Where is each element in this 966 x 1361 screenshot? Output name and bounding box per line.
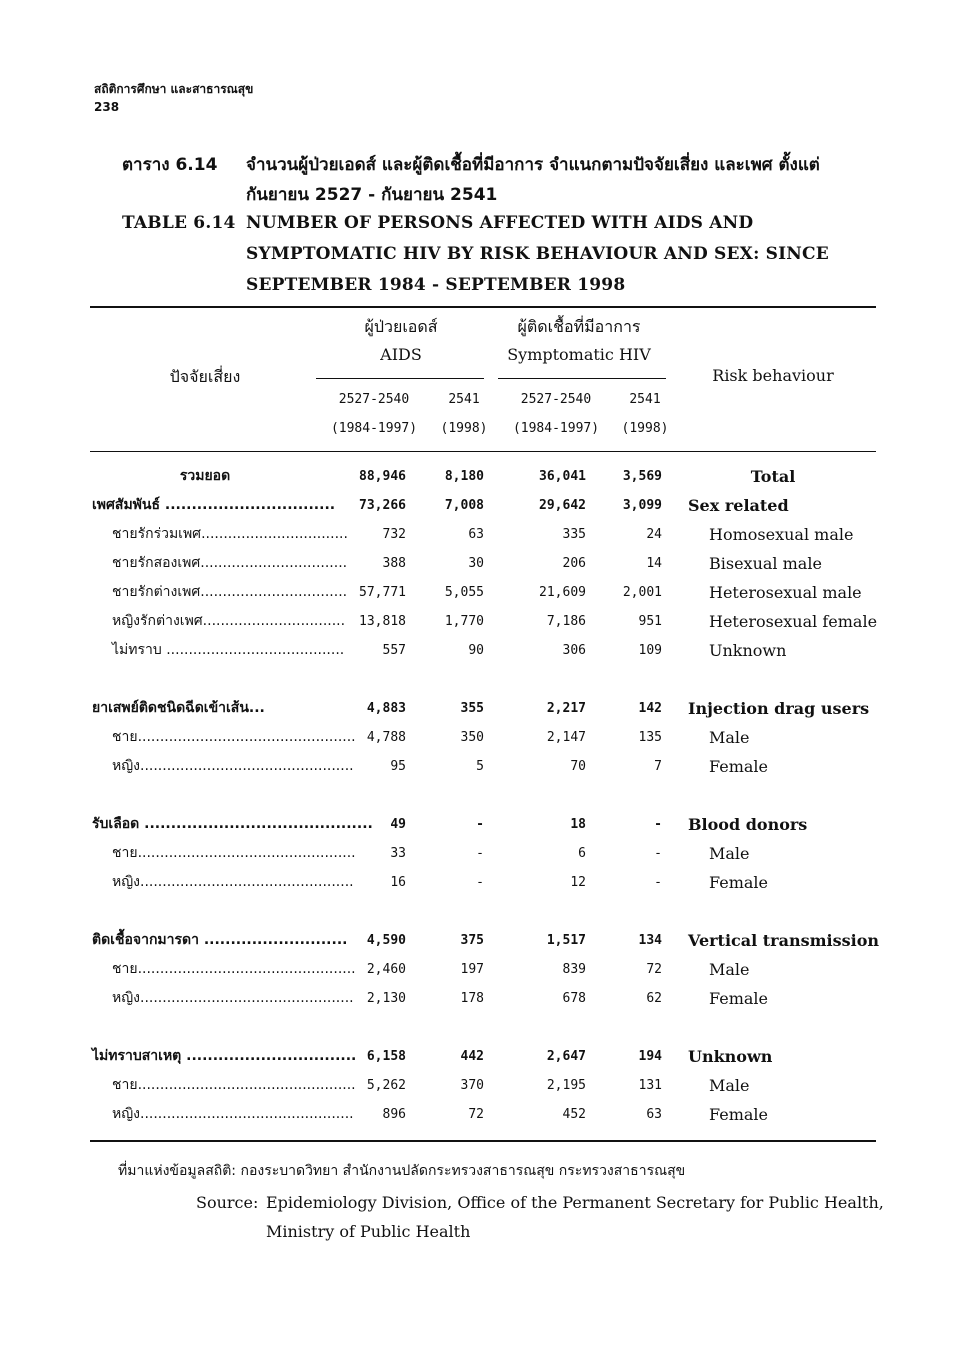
risk-english-cell: Total: [750, 467, 796, 486]
table-row: [0, 578, 966, 607]
table-row: [0, 984, 966, 1013]
hiv-period-ce-header: (1984-1997): [512, 421, 600, 436]
risk-english-cell: Sex related: [688, 496, 789, 515]
table-row: [0, 636, 966, 665]
table-title-thai-text: จำนวนผู้ป่วยเอดส์ และผู้ติดเชื้อที่มีอาการ จำแนกตามปัจจัยเสี่ยง และเพศ ตั้งแต่ กันยายน 2527 - กันยายน 2541: [246, 155, 820, 205]
table-top-rule: [90, 306, 876, 308]
table-title-english-text: NUMBER OF PERSONS AFFECTED WITH AIDS AND SYMPTOMATIC HIV BY RISK BEHAVIOUR AND SEX: SINCE SEPTEMBER 1984 - SEPTEMBER 1998: [246, 213, 829, 295]
source-thai: ที่มาแห่งข้อมูลสถิติ: กองระบาดวิทยา สำนักงานปลัดกระทรวงสาธารณสุข กระทรวงสาธารณสุข: [118, 1163, 686, 1179]
hiv-1998-cell: 194: [638, 1049, 662, 1064]
table-row: [0, 607, 966, 636]
source-text: Epidemiology Division, Office of the Permanent Secretary for Public Health, Ministry of Public Health: [266, 1193, 884, 1241]
risk-thai-cell: ติดเชื้อจากมารดา ...........................: [92, 932, 348, 948]
aids-1984-1997-cell: 88,946: [359, 469, 406, 484]
hiv-1998-cell: 135: [638, 730, 662, 745]
aids-1998-cell: 5,055: [444, 585, 484, 600]
aids-1984-1997-cell: 6,158: [366, 1049, 406, 1064]
hiv-1984-1997-cell: 12: [570, 875, 586, 890]
aids-1998-cell: 5: [476, 759, 484, 774]
table-row: [0, 839, 966, 868]
risk-thai-cell: ไม่ทราบ ........................................: [112, 642, 345, 658]
aids-1998-cell: 7,008: [444, 498, 484, 513]
risk-header-thai: ปัจจัยเสี่ยง: [169, 367, 241, 386]
risk-thai-cell: หญิง................................................: [112, 990, 354, 1006]
risk-english-cell: Homosexual male: [709, 525, 854, 544]
risk-english-cell: Vertical transmission: [688, 931, 880, 950]
hiv-1998-cell: 142: [638, 701, 662, 716]
aids-1998-cell: 370: [460, 1078, 484, 1093]
risk-english-cell: Unknown: [688, 1047, 773, 1066]
aids-1984-1997-cell: 4,590: [366, 933, 406, 948]
aids-period-ce-header: (1984-1997): [330, 421, 418, 436]
aids-1984-1997-cell: 73,266: [359, 498, 406, 513]
aids-1984-1997-cell: 33: [390, 846, 406, 861]
hiv-1998-cell: 2,001: [622, 585, 662, 600]
aids-1998-cell: 355: [460, 701, 484, 716]
table-row: [0, 1042, 966, 1071]
risk-english-cell: Bisexual male: [709, 554, 822, 573]
aids-1998-cell: -: [476, 875, 484, 890]
hiv-1998-cell: 24: [646, 527, 662, 542]
risk-english-cell: Blood donors: [688, 815, 808, 834]
risk-english-cell: Injection drag users: [688, 699, 870, 718]
risk-english-cell: Female: [709, 873, 768, 892]
hiv-1998-cell: 134: [638, 933, 662, 948]
risk-thai-cell: หญิง................................................: [112, 874, 354, 890]
hiv-1998-cell: -: [654, 875, 662, 890]
aids-1998-cell: 197: [460, 962, 484, 977]
aids-1998-cell: 350: [460, 730, 484, 745]
hiv-year-ce-header: (1998): [621, 421, 669, 436]
risk-english-cell: Male: [709, 728, 750, 747]
table-row: [0, 723, 966, 752]
risk-thai-cell: หญิงรักต่างเพศ................................: [112, 613, 346, 629]
aids-1984-1997-cell: 5,262: [366, 1078, 406, 1093]
hiv-1998-cell: -: [654, 846, 662, 861]
risk-thai-cell: ชายรักต่างเพศ.................................: [112, 584, 348, 600]
hiv-1998-cell: 131: [638, 1078, 662, 1093]
risk-thai-cell: ชายรักสองเพศ.................................: [112, 555, 348, 571]
aids-1984-1997-cell: 95: [390, 759, 406, 774]
aids-1984-1997-cell: 2,130: [366, 991, 406, 1006]
aids-1998-cell: 442: [460, 1049, 484, 1064]
aids-header-rule: [316, 378, 484, 379]
hiv-1998-cell: 72: [646, 962, 662, 977]
table-row: [0, 549, 966, 578]
table-row: [0, 752, 966, 781]
risk-english-cell: Female: [709, 757, 768, 776]
aids-1984-1997-cell: 49: [390, 817, 406, 832]
aids-1998-cell: 90: [468, 643, 484, 658]
hiv-1984-1997-cell: 7,186: [546, 614, 586, 629]
hiv-year-header: 2541: [629, 392, 661, 407]
table-row: [0, 491, 966, 520]
risk-header-english: Risk behaviour: [712, 366, 834, 385]
aids-1984-1997-cell: 732: [382, 527, 406, 542]
aids-1984-1997-cell: 4,883: [366, 701, 406, 716]
hiv-1984-1997-cell: 70: [570, 759, 586, 774]
aids-1984-1997-cell: 896: [382, 1107, 406, 1122]
table-row: [0, 926, 966, 955]
hiv-1984-1997-cell: 21,609: [539, 585, 586, 600]
aids-1998-cell: 72: [468, 1107, 484, 1122]
aids-header-english: AIDS: [380, 345, 422, 364]
aids-1998-cell: 1,770: [444, 614, 484, 629]
table-label-english: TABLE 6.14: [122, 213, 236, 233]
risk-thai-cell: ชาย.................................................: [112, 845, 356, 861]
risk-thai-cell: ชาย.................................................: [112, 961, 356, 977]
aids-1998-cell: 8,180: [444, 469, 484, 484]
risk-thai-cell: หญิง................................................: [112, 758, 354, 774]
risk-thai-cell: ไม่ทราบสาเหตุ ................................: [92, 1048, 357, 1064]
hiv-1998-cell: 7: [654, 759, 662, 774]
aids-1984-1997-cell: 4,788: [366, 730, 406, 745]
risk-thai-cell: หญิง................................................: [112, 1106, 354, 1122]
hiv-1984-1997-cell: 678: [562, 991, 586, 1006]
hiv-1984-1997-cell: 29,642: [539, 498, 586, 513]
risk-english-cell: Unknown: [709, 641, 787, 660]
risk-english-cell: Female: [709, 1105, 768, 1124]
hiv-1984-1997-cell: 6: [578, 846, 586, 861]
page-number: 238: [94, 100, 120, 114]
hiv-1984-1997-cell: 18: [570, 817, 586, 832]
hiv-period-header: 2527-2540: [520, 392, 592, 407]
table-bottom-rule: [90, 1140, 876, 1142]
aids-year-ce-header: (1998): [440, 421, 488, 436]
aids-1984-1997-cell: 13,818: [359, 614, 406, 629]
table-row: [0, 868, 966, 897]
hiv-1984-1997-cell: 2,647: [546, 1049, 586, 1064]
table-row: [0, 462, 966, 491]
hiv-1984-1997-cell: 2,195: [546, 1078, 586, 1093]
table-row: [0, 810, 966, 839]
aids-1998-cell: 178: [460, 991, 484, 1006]
hiv-header-rule: [498, 378, 666, 379]
source-label: Source:: [196, 1193, 259, 1212]
hiv-header-thai: ผู้ติดเชื้อที่มีอาการ: [517, 317, 641, 336]
risk-thai-cell: ชาย.................................................: [112, 729, 356, 745]
risk-thai-cell: ชาย.................................................: [112, 1077, 356, 1093]
aids-1998-cell: -: [476, 817, 484, 832]
hiv-1998-cell: 62: [646, 991, 662, 1006]
table-row: [0, 1071, 966, 1100]
hiv-1998-cell: 3,099: [622, 498, 662, 513]
table-label-thai: ตาราง 6.14: [122, 155, 218, 175]
hiv-header-english: Symptomatic HIV: [507, 345, 651, 364]
aids-1984-1997-cell: 57,771: [359, 585, 406, 600]
risk-english-cell: Male: [709, 960, 750, 979]
hiv-1998-cell: 63: [646, 1107, 662, 1122]
risk-thai-cell: รับเลือด ...........................................: [92, 816, 373, 832]
hiv-1984-1997-cell: 839: [562, 962, 586, 977]
aids-1998-cell: 375: [460, 933, 484, 948]
table-row: [0, 520, 966, 549]
table-row: [0, 1100, 966, 1129]
hiv-1984-1997-cell: 2,147: [546, 730, 586, 745]
aids-1998-cell: 30: [468, 556, 484, 571]
risk-english-cell: Heterosexual male: [709, 583, 862, 602]
hiv-1998-cell: 14: [646, 556, 662, 571]
risk-english-cell: Female: [709, 989, 768, 1008]
header-bottom-rule: [90, 451, 876, 452]
book-title: สถิติการศึกษา และสาธารณสุข: [94, 82, 254, 96]
risk-thai-cell: ยาเสพย์ติดชนิดฉีดเข้าเส้น...: [92, 700, 265, 716]
risk-thai-cell: ชายรักร่วมเพศ.................................: [112, 526, 348, 542]
table-row: [0, 955, 966, 984]
hiv-1984-1997-cell: 1,517: [546, 933, 586, 948]
hiv-1998-cell: 109: [638, 643, 662, 658]
hiv-1984-1997-cell: 335: [562, 527, 586, 542]
table-row: [0, 694, 966, 723]
aids-year-header: 2541: [448, 392, 480, 407]
hiv-1984-1997-cell: 306: [562, 643, 586, 658]
risk-english-cell: Male: [709, 1076, 750, 1095]
hiv-1998-cell: -: [654, 817, 662, 832]
aids-1998-cell: 63: [468, 527, 484, 542]
hiv-1998-cell: 951: [638, 614, 662, 629]
aids-1984-1997-cell: 388: [382, 556, 406, 571]
risk-english-cell: Heterosexual female: [709, 612, 878, 631]
aids-1984-1997-cell: 557: [382, 643, 406, 658]
risk-thai-cell: เพศสัมพันธ์ ................................: [92, 497, 336, 513]
hiv-1984-1997-cell: 36,041: [539, 469, 586, 484]
risk-english-cell: Male: [709, 844, 750, 863]
aids-1998-cell: -: [476, 846, 484, 861]
hiv-1998-cell: 3,569: [622, 469, 662, 484]
aids-1984-1997-cell: 16: [390, 875, 406, 890]
aids-1984-1997-cell: 2,460: [366, 962, 406, 977]
hiv-1984-1997-cell: 206: [562, 556, 586, 571]
risk-thai-cell: รวมยอด: [179, 468, 231, 484]
hiv-1984-1997-cell: 452: [562, 1107, 586, 1122]
aids-header-thai: ผู้ป่วยเอดส์: [364, 317, 438, 336]
aids-period-header: 2527-2540: [338, 392, 410, 407]
hiv-1984-1997-cell: 2,217: [546, 701, 586, 716]
